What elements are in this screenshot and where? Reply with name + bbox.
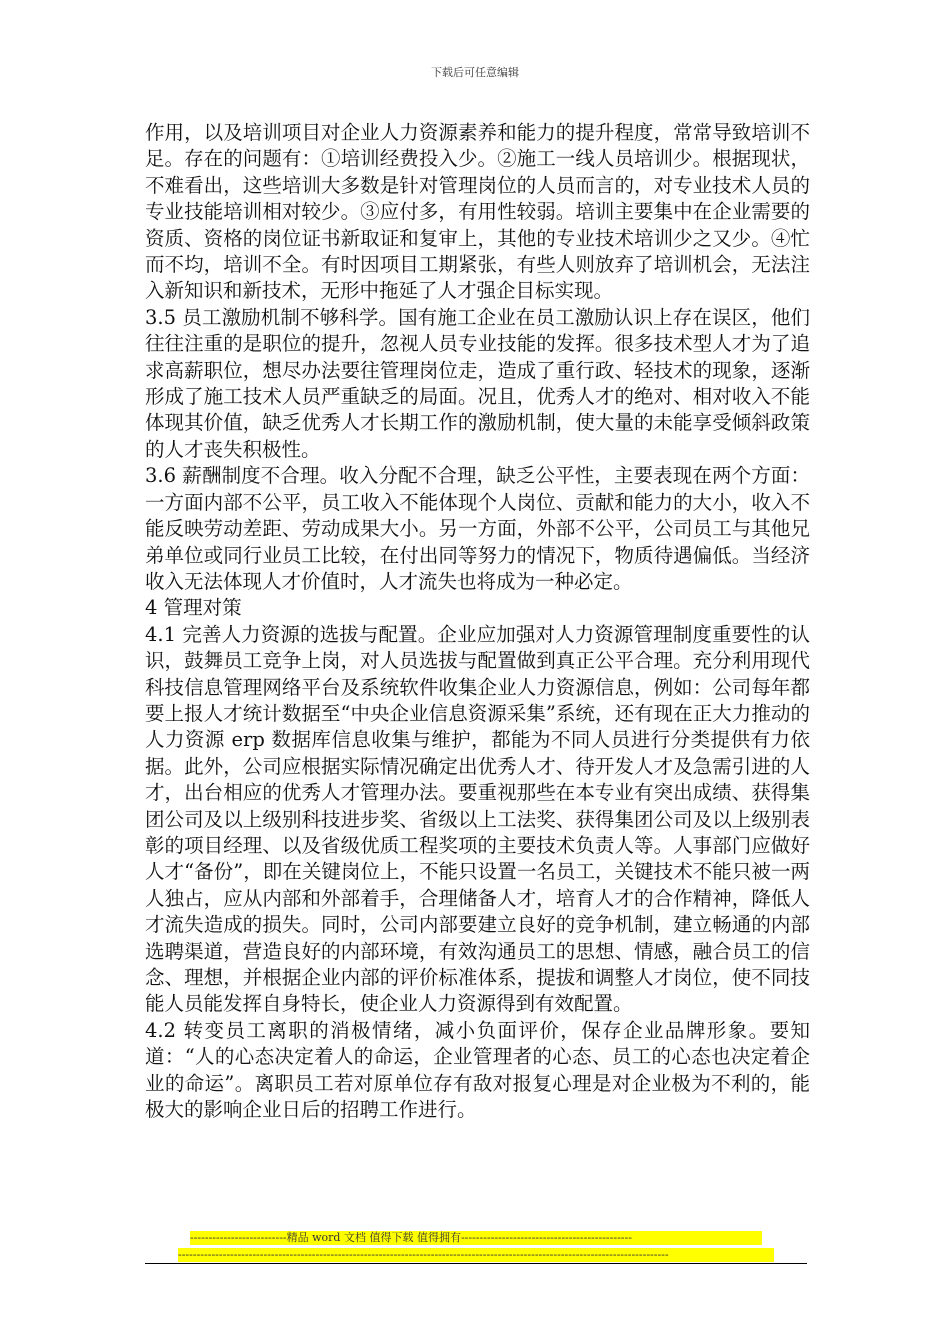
footer-banner-line-2: ------------------------------------------------------------------------------------------------------------------------------------	[178, 1248, 774, 1262]
footer-divider	[145, 1263, 807, 1264]
page-header: 下载后可任意编辑	[431, 66, 519, 79]
paragraph-4-1-selection: 4.1 完善人力资源的选拔与配置。企业应加强对人力资源管理制度重要性的认识，鼓舞员工竞争上岗，对人员选拔与配置做到真正公平合理。充分利用现代科技信息管理网络平台及系统软件收集企业人力资源信息，例如：公司每年都要上报人才统计数据至“中央企业信息资源采集”系统，还有现在正大力推动的人力资源 erp 数据库信息收集与维护，都能为不同人员进行分类提供有力依据。此外，公司应根据实际情况确定出优秀人才、待开发人才及急需引进的人才，出台相应的优秀人才管理办法。要重视那些在本专业有突出成绩、获得集团公司及以上级别科技进步奖、省级以上工法奖、获得集团公司及以上级别表彰的项目经理、以及省级优质工程奖项的主要技术负责人等。人事部门应做好人才“备份”，即在关键岗位上，不能只设置一名员工，关键技术不能只被一两人独占，应从内部和外部着手，合理储备人才，培育人才的合作精神，降低人才流失造成的损失。同时，公司内部要建立良好的竞争机制，建立畅通的内部选聘渠道，营造良好的内部环境，有效沟通员工的思想、情感，融合员工的信念、理想，并根据企业内部的评价标准体系，提拔和调整人才岗位，使不同技能人员能发挥自身特长，使企业人力资源得到有效配置。	[145, 622, 810, 1016]
paragraph-3-5-incentive: 3.5 员工激励机制不够科学。国有施工企业在员工激励认识上存在误区，他们往往注重的是职位的提升，忽视人员专业技能的发挥。很多技术型人才为了追求高薪职位，想尽办法要往管理岗位走，造成了重行政、轻技术的现象，逐渐形成了施工技术人员严重缺乏的局面。况且，优秀人才的绝对、相对收入不能体现其价值，缺乏优秀人才长期工作的激励机制，使大量的未能享受倾斜政策的人才丧失积极性。	[145, 305, 810, 461]
paragraph-3-6-salary: 3.6 薪酬制度不合理。收入分配不合理，缺乏公平性，主要表现在两个方面：一方面内部不公平，员工收入不能体现个人岗位、贡献和能力的大小，收入不能反映劳动差距、劳动成果大小。另一方面，外部不公平，公司员工与其他兄弟单位或同行业员工比较，在付出同等努力的情况下，物质待遇偏低。当经济收入无法体现人才价值时，人才流失也将成为一种必定。	[145, 464, 810, 593]
footer-banner-line-1: --------------------------精品 word 文档 值得下载 值得拥有----------------------------------------------	[190, 1231, 762, 1245]
section-heading-4: 4 管理对策	[145, 596, 242, 620]
document-body	[145, 120, 810, 1123]
paragraph-training-issues: 作用，以及培训项目对企业人力资源素养和能力的提升程度，常常导致培训不足。存在的问题有：①培训经费投入少。②施工一线人员培训少。根据现状，不难看出，这些培训大多数是针对管理岗位的人员而言的，对专业技术人员的专业技能培训相对较少。③应付多，有用性较弱。培训主要集中在企业需要的资质、资格的岗位证书新取证和复审上，其他的专业技术培训少之又少。④忙而不均，培训不全。有时因项目工期紧张，有些人则放弃了培训机会，无法注入新知识和新技术，无形中拖延了人才强企目标实现。	[145, 121, 810, 303]
paragraph-4-2-turnover: 4.2 转变员工离职的消极情绪，减小负面评价，保存企业品牌形象。要知道：“人的心态决定着人的命运，企业管理者的心态、员工的心态也决定着企业的命运”。离职员工若对原单位存有敌对报复心理是对企业极为不利的，能极大的影响企业日后的招聘工作进行。	[145, 1018, 810, 1122]
